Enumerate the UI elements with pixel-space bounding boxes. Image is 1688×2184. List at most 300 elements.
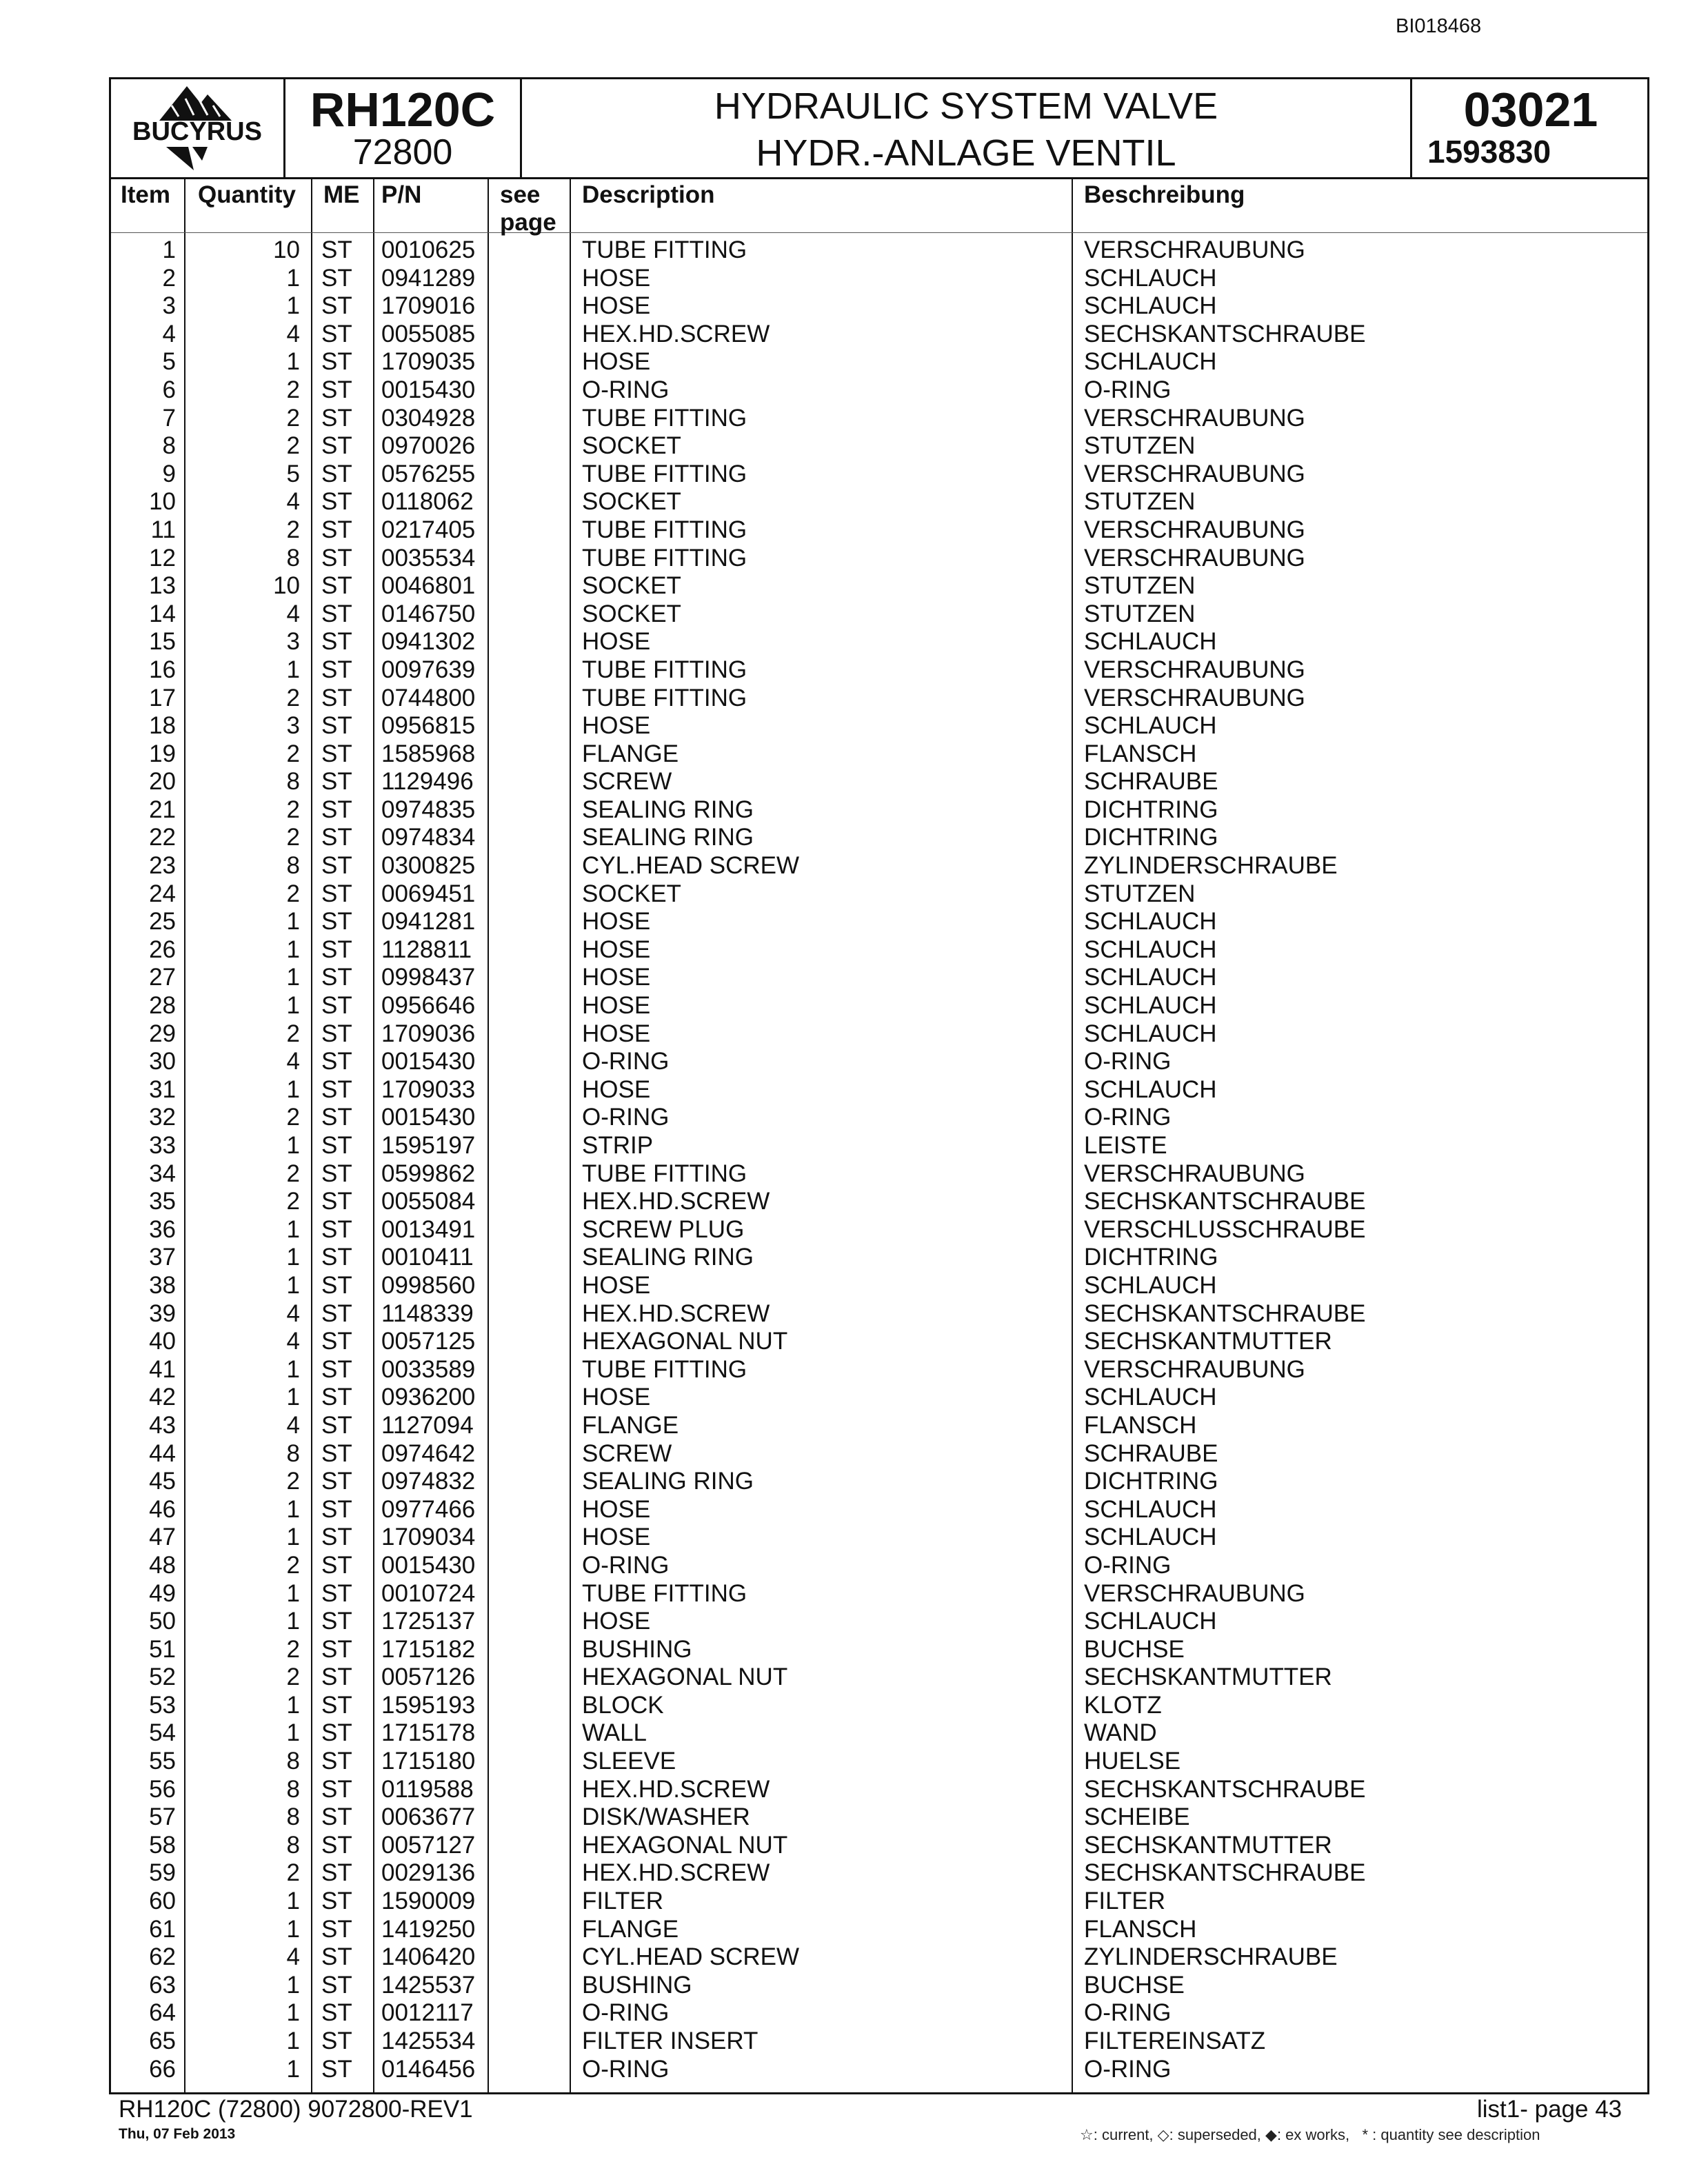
row-item: 10 <box>149 488 176 516</box>
row-me: ST <box>321 1691 352 1719</box>
row-quantity: 2 <box>286 824 300 851</box>
row-description: SOCKET <box>582 880 681 907</box>
table-row <box>111 1664 1647 1692</box>
table-row <box>111 1943 1647 1972</box>
row-pn: 0033589 <box>381 1355 476 1383</box>
row-item: 23 <box>149 852 176 880</box>
col-description: Description <box>582 181 715 208</box>
row-me: ST <box>321 1300 352 1327</box>
row-beschreibung: SECHSKANTSCHRAUBE <box>1084 1859 1366 1887</box>
row-quantity: 8 <box>286 544 300 572</box>
row-item: 38 <box>149 1271 176 1299</box>
bucyrus-logo-icon <box>111 79 283 177</box>
row-me: ST <box>321 1355 352 1383</box>
row-beschreibung: O-RING <box>1084 1999 1172 2027</box>
row-beschreibung: ZYLINDERSCHRAUBE <box>1084 852 1338 880</box>
row-pn: 0974835 <box>381 796 476 823</box>
row-item: 13 <box>149 572 176 600</box>
row-beschreibung: BUCHSE <box>1084 1635 1185 1663</box>
row-item: 30 <box>149 1048 176 1075</box>
row-me: ST <box>321 1579 352 1607</box>
table-row <box>111 1216 1647 1244</box>
row-description: HOSE <box>582 964 651 991</box>
row-quantity: 1 <box>286 2028 300 2054</box>
row-description: HEX.HD.SCREW <box>582 1300 770 1327</box>
table-row <box>111 265 1647 293</box>
row-beschreibung: O-RING <box>1084 1104 1172 1131</box>
row-me: ST <box>321 964 352 991</box>
row-me: ST <box>321 1719 352 1747</box>
row-description: HOSE <box>582 348 651 376</box>
row-item: 31 <box>149 1075 176 1103</box>
row-beschreibung: DICHTRING <box>1084 824 1218 851</box>
row-me: ST <box>321 1999 352 2027</box>
table-row <box>111 1384 1647 1412</box>
row-pn: 0956646 <box>381 992 476 1020</box>
row-pn: 0974832 <box>381 1468 476 1495</box>
row-item: 50 <box>149 1608 176 1635</box>
parts-list-frame <box>109 77 1649 2094</box>
row-me: ST <box>321 1831 352 1859</box>
row-description: HOSE <box>582 1271 651 1299</box>
row-item: 44 <box>149 1439 176 1467</box>
row-description: TUBE FITTING <box>582 544 747 572</box>
col-beschreibung: Beschreibung <box>1084 181 1245 208</box>
row-item: 11 <box>150 516 176 543</box>
table-row <box>111 1888 1647 1916</box>
row-me: ST <box>321 488 352 516</box>
table-row <box>111 321 1647 349</box>
row-item: 32 <box>149 1104 176 1131</box>
row-description: HOSE <box>582 1524 651 1551</box>
diamond-outline-icon: ◇ <box>1157 2126 1169 2143</box>
row-item: 17 <box>149 684 176 711</box>
row-pn: 0941281 <box>381 908 476 936</box>
row-beschreibung: SCHLAUCH <box>1084 908 1217 936</box>
row-beschreibung: O-RING <box>1084 2055 1172 2083</box>
row-beschreibung: LEISTE <box>1084 1132 1167 1159</box>
row-me: ST <box>321 824 352 851</box>
row-item: 29 <box>149 1020 176 1047</box>
table-row <box>111 656 1647 685</box>
legend-exworks: : ex works, <box>1276 2126 1350 2143</box>
row-beschreibung: SCHLAUCH <box>1084 712 1217 740</box>
table-row <box>111 1803 1647 1832</box>
row-beschreibung: VERSCHLUSSCHRAUBE <box>1084 1215 1366 1243</box>
table-row <box>111 1719 1647 1748</box>
row-description: SEALING RING <box>582 1244 754 1271</box>
row-description: CYL.HEAD SCREW <box>582 1943 800 1971</box>
row-pn: 1406420 <box>381 1943 476 1971</box>
col-me: ME <box>323 181 360 208</box>
row-beschreibung: VERSCHRAUBUNG <box>1084 684 1305 711</box>
row-item: 60 <box>149 1888 176 1915</box>
table-row <box>111 1104 1647 1132</box>
row-description: SOCKET <box>582 488 681 516</box>
row-me: ST <box>321 1020 352 1047</box>
row-beschreibung: VERSCHRAUBUNG <box>1084 1579 1305 1607</box>
row-description: TUBE FITTING <box>582 404 747 432</box>
row-quantity: 1 <box>286 1915 300 1943</box>
row-quantity: 4 <box>286 488 300 516</box>
row-pn: 1709036 <box>381 1020 476 1047</box>
row-description: SEALING RING <box>582 796 754 823</box>
row-item: 19 <box>149 740 176 767</box>
row-pn: 0035534 <box>381 544 476 572</box>
row-beschreibung: SECHSKANTSCHRAUBE <box>1084 1775 1366 1803</box>
table-row <box>111 1552 1647 1580</box>
table-row <box>111 628 1647 656</box>
row-item: 62 <box>149 1943 176 1971</box>
row-beschreibung: SECHSKANTSCHRAUBE <box>1084 1188 1366 1215</box>
table-row <box>111 376 1647 405</box>
table-row <box>111 600 1647 629</box>
diamond-filled-icon: ◆ <box>1265 2126 1277 2143</box>
row-description: HOSE <box>582 908 651 936</box>
row-beschreibung: VERSCHRAUBUNG <box>1084 236 1305 263</box>
row-pn: 0576255 <box>381 460 476 487</box>
row-item: 1 <box>162 236 176 263</box>
row-description: HOSE <box>582 1075 651 1103</box>
row-quantity: 1 <box>286 1075 300 1103</box>
row-description: BLOCK <box>582 1691 664 1719</box>
row-quantity: 2 <box>286 796 300 823</box>
row-pn: 0956815 <box>381 712 476 740</box>
row-me: ST <box>321 516 352 543</box>
row-description: HOSE <box>582 1495 651 1523</box>
row-beschreibung: WAND <box>1084 1719 1157 1747</box>
row-quantity: 2 <box>286 1635 300 1663</box>
legend-superseded: : superseded, <box>1169 2126 1261 2143</box>
row-item: 52 <box>149 1664 176 1691</box>
row-me: ST <box>321 236 352 263</box>
row-pn: 1725137 <box>381 1608 476 1635</box>
row-quantity: 1 <box>286 264 300 292</box>
row-me: ST <box>321 1859 352 1887</box>
table-row <box>111 236 1647 265</box>
row-pn: 1709016 <box>381 292 476 320</box>
row-pn: 0015430 <box>381 1048 476 1075</box>
row-description: DISK/WASHER <box>582 1803 750 1831</box>
row-quantity: 1 <box>286 2055 300 2083</box>
row-pn: 0146750 <box>381 600 476 627</box>
row-me: ST <box>321 1271 352 1299</box>
row-pn: 0146456 <box>381 2055 476 2083</box>
row-beschreibung: FLANSCH <box>1084 1915 1197 1943</box>
row-beschreibung: FLANSCH <box>1084 740 1197 767</box>
row-quantity: 8 <box>286 1803 300 1831</box>
row-description: HEXAGONAL NUT <box>582 1328 788 1355</box>
row-item: 51 <box>149 1635 176 1663</box>
row-description: HEX.HD.SCREW <box>582 320 770 347</box>
table-row <box>111 768 1647 796</box>
table-row <box>111 2028 1647 2056</box>
row-description: HEX.HD.SCREW <box>582 1775 770 1803</box>
row-description: HOSE <box>582 264 651 292</box>
row-quantity: 2 <box>286 404 300 432</box>
row-pn: 0744800 <box>381 684 476 711</box>
table-row <box>111 1916 1647 1944</box>
row-me: ST <box>321 600 352 627</box>
parts-table-body <box>111 236 1647 2083</box>
row-quantity: 2 <box>286 1020 300 1047</box>
row-pn: 0217405 <box>381 516 476 543</box>
row-me: ST <box>321 656 352 683</box>
row-pn: 0046801 <box>381 572 476 600</box>
table-row <box>111 488 1647 516</box>
row-pn: 0300825 <box>381 852 476 880</box>
row-beschreibung: STUTZEN <box>1084 600 1196 627</box>
row-description: O-RING <box>582 1104 670 1131</box>
table-row <box>111 992 1647 1020</box>
table-row <box>111 516 1647 545</box>
table-row <box>111 1859 1647 1888</box>
row-item: 53 <box>149 1691 176 1719</box>
row-me: ST <box>321 1188 352 1215</box>
row-pn: 0063677 <box>381 1803 476 1831</box>
row-pn: 0015430 <box>381 1104 476 1131</box>
row-me: ST <box>321 1888 352 1915</box>
table-row <box>111 1580 1647 1608</box>
row-beschreibung: DICHTRING <box>1084 1244 1218 1271</box>
row-description: SEALING RING <box>582 1468 754 1495</box>
row-me: ST <box>321 936 352 963</box>
row-quantity: 4 <box>286 1300 300 1327</box>
row-quantity: 2 <box>286 1551 300 1579</box>
table-row <box>111 852 1647 880</box>
table-row <box>111 1608 1647 1636</box>
row-pn: 1709035 <box>381 348 476 376</box>
row-pn: 0015430 <box>381 1551 476 1579</box>
row-beschreibung: VERSCHRAUBUNG <box>1084 544 1305 572</box>
row-quantity: 1 <box>286 1215 300 1243</box>
row-beschreibung: SCHRAUBE <box>1084 1439 1218 1467</box>
logo-wordmark: BUCYRUS <box>132 117 262 146</box>
row-beschreibung: SCHLAUCH <box>1084 1384 1217 1411</box>
row-me: ST <box>321 544 352 572</box>
row-description: SOCKET <box>582 600 681 627</box>
row-quantity: 1 <box>286 1608 300 1635</box>
title-cell <box>522 79 1410 177</box>
row-item: 54 <box>149 1719 176 1747</box>
legend <box>1080 2126 1540 2144</box>
row-me: ST <box>321 684 352 711</box>
row-item: 12 <box>149 544 176 572</box>
row-item: 9 <box>162 460 176 487</box>
row-description: SCREW PLUG <box>582 1215 745 1243</box>
row-item: 18 <box>149 712 176 740</box>
row-beschreibung: STUTZEN <box>1084 880 1196 907</box>
header-block <box>111 79 1647 179</box>
table-row <box>111 1636 1647 1664</box>
row-pn: 1715178 <box>381 1719 476 1747</box>
row-quantity: 1 <box>286 1719 300 1747</box>
row-me: ST <box>321 1411 352 1439</box>
row-item: 55 <box>149 1748 176 1775</box>
row-quantity: 1 <box>286 292 300 320</box>
star-outline-icon: ☆ <box>1080 2126 1094 2143</box>
row-pn: 1709033 <box>381 1075 476 1103</box>
table-row <box>111 1972 1647 2000</box>
row-item: 20 <box>149 768 176 796</box>
row-pn: 1709034 <box>381 1524 476 1551</box>
row-pn: 1425537 <box>381 1971 476 1999</box>
table-row <box>111 461 1647 489</box>
row-beschreibung: VERSCHRAUBUNG <box>1084 656 1305 683</box>
table-row <box>111 1300 1647 1328</box>
row-quantity: 1 <box>286 656 300 683</box>
row-pn: 1148339 <box>381 1300 474 1327</box>
group-number: 1593830 <box>1427 134 1551 170</box>
row-quantity: 4 <box>286 320 300 347</box>
row-quantity: 3 <box>286 712 300 740</box>
row-quantity: 1 <box>286 1495 300 1523</box>
row-description: BUSHING <box>582 1635 692 1663</box>
row-item: 14 <box>149 600 176 627</box>
row-me: ST <box>321 376 352 403</box>
row-description: TUBE FITTING <box>582 1579 747 1607</box>
row-pn: 0010625 <box>381 236 476 263</box>
row-item: 48 <box>149 1551 176 1579</box>
row-beschreibung: VERSCHRAUBUNG <box>1084 516 1305 543</box>
row-description: O-RING <box>582 2055 670 2083</box>
row-pn: 1595193 <box>381 1691 476 1719</box>
row-quantity: 1 <box>286 1999 300 2027</box>
table-row <box>111 1272 1647 1300</box>
row-beschreibung: SECHSKANTMUTTER <box>1084 1664 1332 1691</box>
row-me: ST <box>321 1328 352 1355</box>
row-quantity: 1 <box>286 964 300 991</box>
row-description: FLANGE <box>582 740 679 767</box>
row-pn: 0057127 <box>381 1831 476 1859</box>
row-beschreibung: SCHLAUCH <box>1084 1495 1217 1523</box>
legend-current: : current, <box>1093 2126 1154 2143</box>
row-me: ST <box>321 1495 352 1523</box>
table-row <box>111 880 1647 909</box>
row-item: 40 <box>149 1328 176 1355</box>
row-description: O-RING <box>582 1551 670 1579</box>
row-item: 46 <box>149 1495 176 1523</box>
row-beschreibung: STUTZEN <box>1084 572 1196 600</box>
row-me: ST <box>321 1104 352 1131</box>
col-see-page-line2: page <box>500 209 556 236</box>
table-row <box>111 572 1647 600</box>
row-me: ST <box>321 992 352 1020</box>
row-item: 36 <box>149 1215 176 1243</box>
row-quantity: 2 <box>286 1468 300 1495</box>
row-pn: 0055084 <box>381 1188 476 1215</box>
row-item: 16 <box>149 656 176 683</box>
row-quantity: 3 <box>286 628 300 656</box>
row-me: ST <box>321 1075 352 1103</box>
row-quantity: 5 <box>286 460 300 487</box>
row-beschreibung: SCHLAUCH <box>1084 628 1217 656</box>
row-description: FILTER INSERT <box>582 2028 758 2054</box>
row-quantity: 4 <box>286 1411 300 1439</box>
row-me: ST <box>321 2028 352 2054</box>
footer-date: Thu, 07 Feb 2013 <box>119 2126 236 2142</box>
row-pn: 0069451 <box>381 880 476 907</box>
row-item: 28 <box>149 992 176 1020</box>
row-quantity: 2 <box>286 432 300 460</box>
row-beschreibung: ZYLINDERSCHRAUBE <box>1084 1943 1338 1971</box>
row-pn: 1127094 <box>381 1411 474 1439</box>
row-pn: 0010411 <box>381 1244 474 1271</box>
row-beschreibung: BUCHSE <box>1084 1971 1185 1999</box>
row-pn: 1595197 <box>381 1132 476 1159</box>
group-cell <box>1412 79 1649 177</box>
row-pn: 0118062 <box>381 488 474 516</box>
row-beschreibung: SCHLAUCH <box>1084 1608 1217 1635</box>
row-beschreibung: SCHLAUCH <box>1084 964 1217 991</box>
row-item: 6 <box>162 376 176 403</box>
row-item: 27 <box>149 964 176 991</box>
row-me: ST <box>321 1048 352 1075</box>
row-me: ST <box>321 796 352 823</box>
row-me: ST <box>321 1468 352 1495</box>
row-description: O-RING <box>582 1999 670 2027</box>
title-english: HYDRAULIC SYSTEM VALVE <box>714 85 1218 127</box>
row-quantity: 1 <box>286 1384 300 1411</box>
row-item: 3 <box>162 292 176 320</box>
row-quantity: 1 <box>286 1355 300 1383</box>
row-me: ST <box>321 292 352 320</box>
footer-page: list1- page 43 <box>1477 2096 1622 2123</box>
row-quantity: 10 <box>273 572 300 600</box>
column-header-row <box>111 177 1647 236</box>
row-me: ST <box>321 264 352 292</box>
row-me: ST <box>321 1971 352 1999</box>
row-beschreibung: STUTZEN <box>1084 488 1196 516</box>
row-description: SOCKET <box>582 432 681 460</box>
row-beschreibung: SECHSKANTMUTTER <box>1084 1831 1332 1859</box>
document-id: BI018468 <box>1396 15 1482 37</box>
row-quantity: 2 <box>286 1664 300 1691</box>
row-item: 22 <box>149 824 176 851</box>
row-description: HEXAGONAL NUT <box>582 1664 788 1691</box>
row-item: 5 <box>162 348 176 376</box>
table-row <box>111 1048 1647 1076</box>
row-description: TUBE FITTING <box>582 1160 747 1187</box>
col-quantity: Quantity <box>198 181 296 208</box>
row-description: HOSE <box>582 1020 651 1047</box>
row-beschreibung: VERSCHRAUBUNG <box>1084 460 1305 487</box>
row-me: ST <box>321 1775 352 1803</box>
row-item: 65 <box>149 2028 176 2054</box>
row-pn: 0057125 <box>381 1328 476 1355</box>
row-quantity: 1 <box>286 1244 300 1271</box>
table-row <box>111 1328 1647 1356</box>
row-pn: 0941302 <box>381 628 476 656</box>
row-me: ST <box>321 348 352 376</box>
row-item: 4 <box>162 320 176 347</box>
table-row <box>111 1076 1647 1104</box>
row-beschreibung: O-RING <box>1084 376 1172 403</box>
row-item: 56 <box>149 1775 176 1803</box>
table-row <box>111 1244 1647 1272</box>
row-description: WALL <box>582 1719 647 1747</box>
row-pn: 1715180 <box>381 1748 476 1775</box>
row-me: ST <box>321 1664 352 1691</box>
row-description: HOSE <box>582 628 651 656</box>
row-description: BUSHING <box>582 1971 692 1999</box>
row-pn: 0013491 <box>381 1215 476 1243</box>
row-pn: 0304928 <box>381 404 476 432</box>
bucyrus-logo <box>111 79 283 177</box>
col-see-page <box>500 181 556 236</box>
row-quantity: 4 <box>286 1328 300 1355</box>
row-me: ST <box>321 880 352 907</box>
